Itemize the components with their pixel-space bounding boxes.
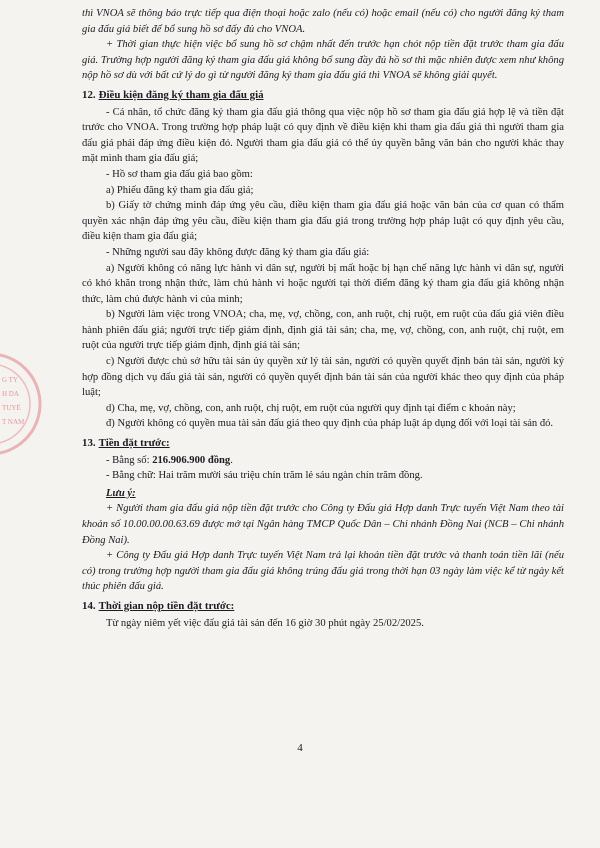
section-13-heading: [82, 436, 564, 452]
section-14-number: 14.: [82, 599, 96, 612]
intro-paragraph-2: + Thời gian thực hiện việc bổ sung hồ sơ chậm nhất đến trước hạn chót nộp tiền đặt trước tham gia đấu giá. Trường hợp người đăng ký tham gia đấu giá không bổ sung đầy đủ hồ sơ thì mặc nhiên được xem như không nộp hồ sơ dù với bất cứ lý do gì từ người đăng ký tham gia đấu giá thì VNOA sẽ không giải quyết.: [82, 39, 564, 82]
section-14-heading: [82, 599, 564, 615]
red-seal-stamp-icon: [0, 348, 46, 460]
section-12-paragraph: - Hồ sơ tham gia đấu giá bao gồm:: [106, 168, 253, 180]
section-12-paragraph: d) Cha, mẹ, vợ, chồng, con, anh ruột, chị ruột, em ruột của người quy định tại điểm c khoản này;: [106, 402, 516, 414]
note-heading: [82, 486, 564, 502]
deposit-amount-number: [82, 453, 564, 469]
deposit-amount-end: .: [230, 454, 233, 466]
svg-text:H DA: H DA: [2, 390, 19, 398]
section-12-paragraph: đ) Người không có quyền mua tài sản đấu giá theo quy định của pháp luật áp dụng đối với loại tài sản đó.: [106, 418, 554, 430]
section-12-title: Điều kiện đăng ký tham gia đấu giá: [98, 88, 264, 101]
section-13-title: Tiền đặt trước:: [98, 437, 170, 450]
intro-paragraph-1: thì VNOA sẽ thông báo trực tiếp qua điện thoại hoặc zalo (nếu có) hoặc email (nếu có) cho người đăng ký tham gia đấu giá biết để bổ sung hồ sơ đấy đủ cho VNOA.: [82, 8, 564, 35]
section-12-paragraph: b) Người làm việc trong VNOA; cha, mẹ, vợ, chồng, con, anh ruột, chị ruột, em ruột của đấu giá viên điều hành phiên đấu giá; người trực tiếp giám định, định giá tài sản; cha, mẹ, vợ, chồng, con, anh ruột, chị ruột, em ruột của người trực tiếp giám định, định giá tài sản;: [82, 309, 564, 352]
note-item: + Người tham gia đấu giá nộp tiền đặt trước cho Công ty Đấu giá Hợp danh Trực tuyến Việt Nam theo tài khoản số 10.00.00.00.63.69 được mở tại Ngân hàng TMCP Quốc Dân – Chi nhánh Đồng Nai (NCB – Chi nhánh Đồng Nai).: [82, 503, 564, 546]
section-12-paragraph: c) Người được chủ sở hữu tài sản ủy quyền xử lý tài sản, người có quyền quyết định bán tài sản, người ký hợp đồng dịch vụ đấu giá tài sản, người có quyền quyết định bán tài sản của người khác theo quy định của pháp luật;: [82, 356, 564, 399]
svg-text:TUYẾ: TUYẾ: [2, 404, 21, 412]
deposit-amount-words: - Bằng chữ: Hai trăm mười sáu triệu chín trăm lẻ sáu ngàn chín trăm đồng.: [106, 470, 423, 482]
note-label: Lưu ý: [106, 487, 133, 499]
section-12-paragraph: - Cá nhân, tổ chức đăng ký tham gia đấu giá thông qua việc nộp hồ sơ tham gia đấu giá hợp lệ và tiền đặt trước cho VNOA. Trong trường hợp pháp luật có quy định về điều kiện khi tham gia đấu giá thì người tham gia đấu giá phải đáp ứng điều kiện đó. Người tham gia đấu giá có thể ủy quyền bằng văn bản cho người khác thay mặt mình tham gia đấu giá;: [82, 106, 564, 165]
section-14-title: Thời gian nộp tiền đặt trước:: [98, 599, 235, 612]
note-item: + Công ty Đấu giá Hợp danh Trực tuyến Việt Nam trả lại khoản tiền đặt trước và thanh toán tiền lãi (nếu có) trong trường hợp người tham gia đấu giá không trúng đấu giá trong thời hạn 03 ngày làm việc kể từ ngày kết thúc phiên đấu giá.: [82, 550, 564, 593]
section-12-paragraph: - Những người sau đây không được đăng ký tham gia đấu giá:: [106, 246, 370, 258]
section-12-heading: [82, 88, 564, 104]
svg-text:T NAM: T NAM: [2, 418, 25, 426]
deposit-amount-value: 216.906.900 đồng: [152, 454, 231, 466]
section-12-paragraph: a) Phiếu đăng ký tham gia đấu giá;: [106, 184, 254, 196]
page-number: 4: [297, 742, 303, 754]
section-13-number: 13.: [82, 437, 96, 450]
section-12-paragraph: a) Người không có năng lực hành vi dân sự, người bị mất hoặc bị hạn chế năng lực hành vi dân sự, người có khó khăn trong nhận thức, làm chủ hành vi hoặc người tại thời điểm đăng ký tham gia đấu giá không nhận thức, làm chủ được hành vi của mình;: [82, 262, 564, 305]
section-12-paragraph: b) Giấy tờ chứng minh đáp ứng yêu cầu, điều kiện tham gia đấu giá hoặc văn bản của cơ quan có thẩm quyền xác nhận đáp ứng yêu cầu, điều kiện tham gia đấu giá trong trường hợp pháp luật có quy định yêu cầu, điều kiện tham gia đấu giá;: [82, 200, 564, 243]
note-colon: :: [132, 487, 136, 499]
deposit-amount-label: - Bằng số:: [106, 454, 153, 466]
svg-text:G TY: G TY: [2, 376, 19, 384]
section-12-number: 12.: [82, 88, 96, 101]
section-14-text: Từ ngày niêm yết việc đấu giá tài sản đến 16 giờ 30 phút ngày 25/02/2025.: [106, 617, 424, 629]
document-body: [82, 6, 564, 631]
